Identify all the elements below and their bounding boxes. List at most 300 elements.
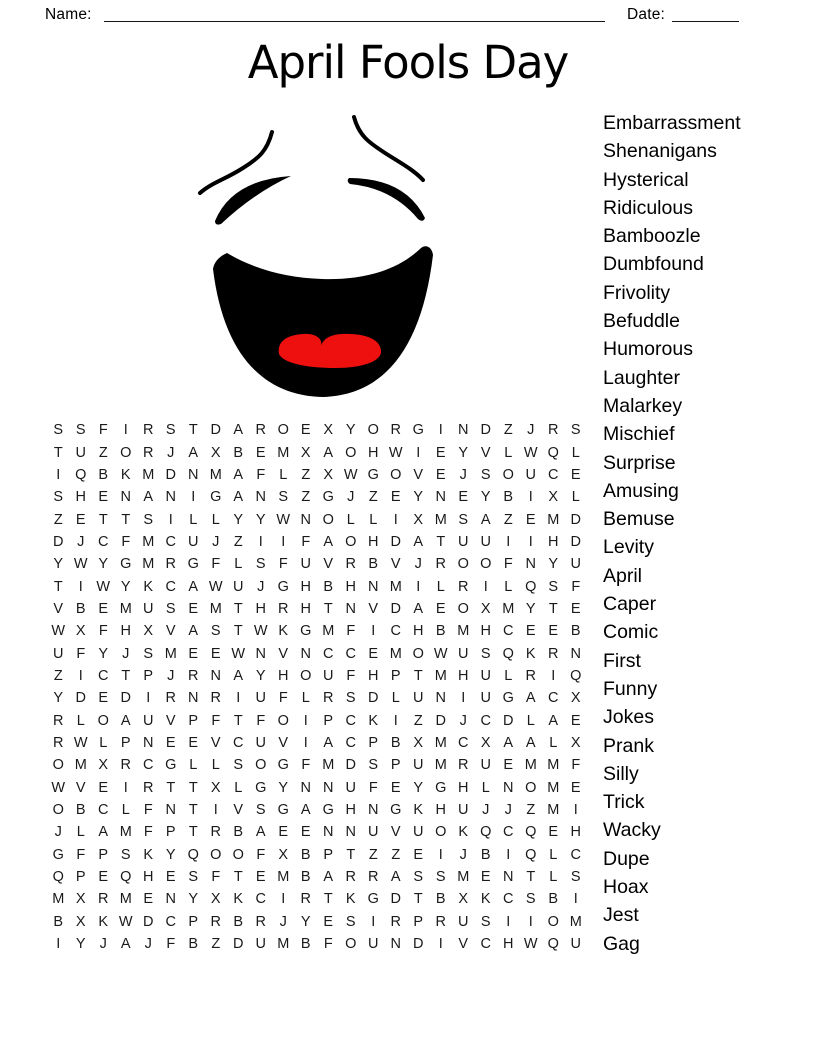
grid-cell: X [323, 466, 334, 483]
grid-cell: J [414, 556, 422, 573]
grid-cell: E [300, 824, 311, 841]
grid-cell: K [458, 824, 469, 841]
grid-cell: Y [278, 779, 289, 796]
grid-cell: L [481, 779, 490, 796]
grid-cell: A [323, 869, 334, 886]
grid-cell: G [277, 757, 289, 774]
grid-cell: I [438, 936, 443, 953]
grid-cell: Y [98, 556, 109, 573]
grid-cell: U [525, 466, 536, 483]
grid-cell: A [323, 444, 334, 461]
grid-cell: T [53, 578, 63, 595]
grid-cell: E [548, 623, 559, 640]
grid-cell: R [435, 913, 446, 930]
grid-cell: T [323, 891, 333, 908]
word-list-item: Mischief [603, 423, 675, 446]
grid-cell: E [548, 824, 559, 841]
grid-cell: U [480, 667, 491, 684]
grid-cell: A [390, 869, 401, 886]
grid-cell: E [525, 623, 536, 640]
grid-cell: B [323, 578, 334, 595]
grid-cell: I [191, 489, 196, 506]
grid-cell: A [548, 712, 559, 729]
grid-cell: U [413, 824, 424, 841]
grid-cell: W [253, 623, 268, 640]
grid-cell: H [368, 667, 379, 684]
grid-cell: A [233, 422, 244, 439]
grid-cell: X [98, 757, 109, 774]
grid-cell: Z [368, 846, 378, 863]
grid-cell: V [278, 734, 289, 751]
grid-cell: Y [525, 600, 536, 617]
grid-cell: A [120, 936, 131, 953]
grid-cell: N [525, 556, 536, 573]
grid-cell: P [390, 667, 401, 684]
grid-cell: H [368, 533, 379, 550]
grid-cell: A [525, 734, 536, 751]
grid-cell: U [323, 667, 334, 684]
grid-cell: U [255, 734, 266, 751]
grid-cell: O [367, 422, 379, 439]
grid-cell: B [300, 846, 311, 863]
grid-cell: N [345, 824, 356, 841]
grid-cell: T [166, 779, 176, 796]
grid-cell: G [322, 802, 334, 819]
word-list-item: April [603, 564, 643, 587]
grid-cell: S [278, 489, 289, 506]
grid-cell: U [345, 779, 356, 796]
grid-cell: V [75, 779, 86, 796]
grid-cell: P [323, 846, 334, 863]
word-list-item: Humorous [603, 338, 693, 361]
grid-cell: X [570, 734, 581, 751]
grid-cell: H [255, 600, 266, 617]
grid-cell: T [323, 600, 333, 617]
grid-cell: J [77, 533, 85, 550]
grid-cell: H [458, 779, 469, 796]
grid-cell: D [120, 690, 131, 707]
grid-cell: E [210, 645, 221, 662]
grid-cell: B [503, 489, 514, 506]
grid-cell: I [393, 712, 398, 729]
grid-cell: E [278, 824, 289, 841]
word-list-item: Embarrassment [603, 112, 741, 134]
grid-cell: I [551, 667, 556, 684]
grid-cell: D [75, 690, 86, 707]
grid-cell: W [343, 466, 358, 483]
grid-cell: H [300, 600, 311, 617]
grid-cell: L [76, 824, 85, 841]
word-list-item: Befuddle [603, 310, 680, 333]
grid-cell: Y [255, 511, 266, 528]
grid-cell: U [255, 936, 266, 953]
grid-cell: P [120, 734, 131, 751]
grid-cell: X [570, 690, 581, 707]
grid-cell: O [232, 846, 244, 863]
grid-cell: G [435, 779, 447, 796]
grid-cell: G [210, 489, 222, 506]
grid-cell: N [300, 511, 311, 528]
grid-cell: O [322, 511, 334, 528]
grid-cell: S [255, 802, 266, 819]
grid-cell: V [233, 802, 244, 819]
grid-cell: A [188, 623, 199, 640]
grid-cell: Y [300, 913, 311, 930]
grid-cell: E [188, 645, 199, 662]
grid-cell: T [188, 824, 198, 841]
grid-cell: T [548, 600, 558, 617]
grid-cell: M [277, 869, 290, 886]
grid-cell: E [143, 891, 154, 908]
grid-cell: D [503, 712, 514, 729]
grid-cell: T [233, 712, 243, 729]
grid-cell: Z [211, 936, 221, 953]
grid-cell: J [347, 489, 355, 506]
grid-cell: U [143, 712, 154, 729]
grid-cell: O [120, 444, 132, 461]
grid-cell: I [573, 802, 578, 819]
grid-cell: O [210, 846, 222, 863]
grid-cell: S [53, 489, 64, 506]
word-list-item: Comic [603, 621, 659, 644]
grid-cell: K [480, 891, 491, 908]
grid-cell: R [143, 422, 154, 439]
word-list-item: Silly [603, 762, 639, 785]
grid-cell: Y [345, 422, 356, 439]
grid-cell: M [389, 645, 402, 662]
grid-cell: Q [547, 936, 559, 953]
grid-cell: U [480, 533, 491, 550]
grid-cell: B [390, 734, 401, 751]
grid-cell: F [256, 712, 266, 729]
grid-cell: Z [233, 533, 243, 550]
grid-cell: C [98, 533, 109, 550]
grid-cell: E [480, 869, 491, 886]
grid-cell: J [482, 802, 490, 819]
grid-cell: S [188, 869, 199, 886]
grid-cell: X [480, 600, 491, 617]
letter-grid [47, 419, 587, 955]
grid-cell: Q [525, 846, 537, 863]
grid-cell: S [548, 578, 559, 595]
grid-cell: Y [413, 489, 424, 506]
grid-cell: A [413, 600, 424, 617]
grid-cell: N [255, 645, 266, 662]
grid-cell: A [413, 533, 424, 550]
grid-cell: T [436, 533, 446, 550]
grid-cell: M [142, 533, 155, 550]
grid-cell: W [388, 444, 403, 461]
grid-cell: W [276, 511, 291, 528]
grid-cell: N [120, 489, 131, 506]
grid-cell: U [570, 936, 581, 953]
grid-cell: O [52, 802, 64, 819]
grid-cell: S [53, 422, 64, 439]
grid-cell: S [458, 511, 469, 528]
grid-cell: X [210, 444, 221, 461]
word-list-item: Ridiculous [603, 196, 693, 219]
grid-cell: F [98, 422, 108, 439]
grid-cell: K [98, 913, 109, 930]
grid-cell: Z [368, 489, 378, 506]
grid-cell: H [570, 824, 581, 841]
date-blank-line[interactable] [672, 21, 739, 22]
laughing-face-svg [170, 108, 490, 408]
grid-cell: G [367, 891, 379, 908]
grid-cell: B [233, 913, 244, 930]
grid-cell: S [345, 690, 356, 707]
grid-cell: X [300, 444, 311, 461]
grid-cell: I [236, 690, 241, 707]
grid-cell: D [233, 936, 244, 953]
grid-cell: O [277, 712, 289, 729]
grid-cell: Y [233, 511, 244, 528]
grid-cell: D [143, 913, 154, 930]
grid-cell: D [345, 757, 356, 774]
grid-cell: C [255, 891, 266, 908]
name-blank-line[interactable] [104, 21, 605, 22]
grid-cell: R [278, 600, 289, 617]
grid-cell: X [480, 734, 491, 751]
grid-cell: O [412, 645, 424, 662]
grid-cell: N [435, 690, 446, 707]
grid-cell: C [98, 802, 109, 819]
grid-cell: M [322, 623, 335, 640]
grid-cell: B [435, 891, 446, 908]
grid-cell: C [323, 645, 334, 662]
grid-cell: N [255, 489, 266, 506]
grid-cell: D [165, 466, 176, 483]
grid-cell: Z [98, 444, 108, 461]
grid-cell: V [165, 712, 176, 729]
grid-cell: Y [548, 556, 559, 573]
grid-cell: I [213, 802, 218, 819]
grid-cell: X [210, 891, 221, 908]
grid-cell: Z [391, 846, 401, 863]
grid-cell: G [502, 690, 514, 707]
right-brow-flourish [354, 117, 423, 180]
page-title: April Fools Day [247, 36, 569, 89]
grid-cell: U [458, 645, 469, 662]
grid-cell: H [345, 578, 356, 595]
grid-cell: L [571, 444, 580, 461]
grid-cell: I [78, 578, 83, 595]
grid-cell: D [435, 712, 446, 729]
grid-cell: A [503, 734, 514, 751]
grid-cell: S [570, 422, 581, 439]
grid-cell: L [504, 578, 513, 595]
grid-cell: E [435, 600, 446, 617]
grid-cell: A [188, 578, 199, 595]
grid-cell: P [98, 846, 109, 863]
grid-cell: B [435, 623, 446, 640]
grid-cell: X [458, 891, 469, 908]
grid-cell: L [234, 779, 243, 796]
grid-cell: U [368, 936, 379, 953]
grid-cell: N [570, 645, 581, 662]
grid-cell: K [413, 802, 424, 819]
grid-cell: P [188, 913, 199, 930]
grid-cell: Y [165, 846, 176, 863]
grid-cell: M [119, 600, 132, 617]
grid-cell: K [120, 466, 131, 483]
grid-cell: I [506, 846, 511, 863]
word-list-item: Dumbfound [603, 253, 704, 276]
grid-cell: B [53, 913, 64, 930]
grid-cell: I [506, 533, 511, 550]
grid-cell: S [143, 645, 154, 662]
grid-cell: M [209, 600, 222, 617]
grid-cell: S [345, 913, 356, 930]
grid-cell: O [52, 757, 64, 774]
grid-cell: O [277, 422, 289, 439]
grid-cell: C [458, 734, 469, 751]
grid-cell: E [570, 466, 581, 483]
grid-cell: M [119, 824, 132, 841]
grid-cell: T [233, 600, 243, 617]
grid-cell: L [549, 869, 558, 886]
grid-cell: M [457, 869, 470, 886]
grid-cell: C [345, 734, 356, 751]
grid-cell: J [167, 667, 175, 684]
grid-cell: S [165, 422, 176, 439]
mouth [213, 246, 433, 397]
grid-cell: M [277, 444, 290, 461]
grid-cell: U [480, 690, 491, 707]
grid-cell: X [413, 734, 424, 751]
grid-cell: I [416, 578, 421, 595]
word-list-item: Funny [603, 677, 658, 700]
grid-cell: N [503, 869, 514, 886]
grid-cell: C [503, 623, 514, 640]
grid-cell: H [435, 802, 446, 819]
grid-cell: F [571, 757, 581, 774]
grid-cell: C [548, 690, 559, 707]
grid-cell: F [143, 824, 153, 841]
grid-cell: J [99, 936, 107, 953]
grid-cell: S [210, 623, 221, 640]
grid-cell: O [255, 757, 267, 774]
grid-cell: P [188, 712, 199, 729]
grid-cell: O [345, 936, 357, 953]
grid-cell: X [210, 779, 221, 796]
grid-cell: L [99, 734, 108, 751]
tongue [279, 334, 381, 368]
grid-cell: W [523, 936, 538, 953]
grid-cell: L [549, 846, 558, 863]
grid-cell: J [459, 466, 467, 483]
grid-cell: E [255, 444, 266, 461]
grid-cell: M [434, 734, 447, 751]
left-eye [215, 176, 291, 225]
grid-cell: E [503, 757, 514, 774]
grid-cell: C [345, 712, 356, 729]
grid-cell: F [211, 712, 221, 729]
word-list-item: Trick [603, 791, 645, 814]
grid-cell: M [434, 757, 447, 774]
word-list-item: Prank [603, 734, 654, 757]
grid-cell: Z [301, 489, 311, 506]
grid-cell: E [98, 489, 109, 506]
grid-cell: E [300, 422, 311, 439]
grid-cell: O [457, 556, 469, 573]
grid-cell: S [480, 645, 491, 662]
grid-cell: O [390, 466, 402, 483]
grid-cell: Q [525, 578, 537, 595]
grid-cell: B [98, 466, 109, 483]
grid-cell: O [435, 824, 447, 841]
grid-cell: H [503, 936, 514, 953]
grid-cell: A [188, 444, 199, 461]
grid-cell: V [278, 645, 289, 662]
grid-cell: B [75, 802, 86, 819]
grid-cell: Z [413, 712, 423, 729]
grid-cell: L [121, 802, 130, 819]
grid-cell: P [368, 734, 379, 751]
grid-cell: Q [480, 824, 492, 841]
grid-cell: V [480, 444, 491, 461]
grid-cell: J [122, 645, 130, 662]
grid-cell: Y [255, 667, 266, 684]
grid-cell: I [528, 913, 533, 930]
grid-cell: V [390, 824, 401, 841]
grid-cell: X [143, 623, 154, 640]
grid-cell: R [323, 690, 334, 707]
word-list-item: Wacky [603, 819, 661, 842]
grid-cell: T [53, 444, 63, 461]
grid-cell: N [210, 667, 221, 684]
grid-cell: W [208, 578, 223, 595]
grid-cell: K [345, 891, 356, 908]
grid-cell: Q [547, 444, 559, 461]
word-list-item: Dupe [603, 847, 650, 870]
grid-cell: G [390, 802, 402, 819]
grid-cell: J [144, 936, 152, 953]
grid-cell: T [413, 667, 423, 684]
grid-cell: Z [503, 511, 513, 528]
grid-cell: S [165, 600, 176, 617]
grid-cell: P [323, 712, 334, 729]
grid-cell: I [146, 690, 151, 707]
grid-cell: U [53, 645, 64, 662]
grid-cell: F [346, 623, 356, 640]
grid-cell: Q [120, 869, 132, 886]
grid-cell: R [53, 712, 64, 729]
grid-cell: I [416, 444, 421, 461]
grid-cell: H [480, 623, 491, 640]
grid-cell: F [571, 578, 581, 595]
grid-cell: P [413, 913, 424, 930]
grid-cell: A [98, 824, 109, 841]
grid-cell: E [570, 712, 581, 729]
grid-cell: K [368, 712, 379, 729]
grid-cell: B [75, 600, 86, 617]
grid-cell: L [346, 511, 355, 528]
grid-cell: X [75, 623, 86, 640]
grid-cell: C [480, 936, 491, 953]
grid-cell: X [323, 422, 334, 439]
grid-cell: U [255, 690, 266, 707]
grid-cell: T [233, 623, 243, 640]
grid-cell: Y [53, 690, 64, 707]
grid-cell: M [547, 802, 560, 819]
grid-cell: Y [188, 891, 199, 908]
grid-cell: A [323, 533, 334, 550]
grid-cell: O [502, 466, 514, 483]
grid-cell: I [78, 667, 83, 684]
grid-cell: L [211, 757, 220, 774]
grid-cell: Z [53, 511, 63, 528]
